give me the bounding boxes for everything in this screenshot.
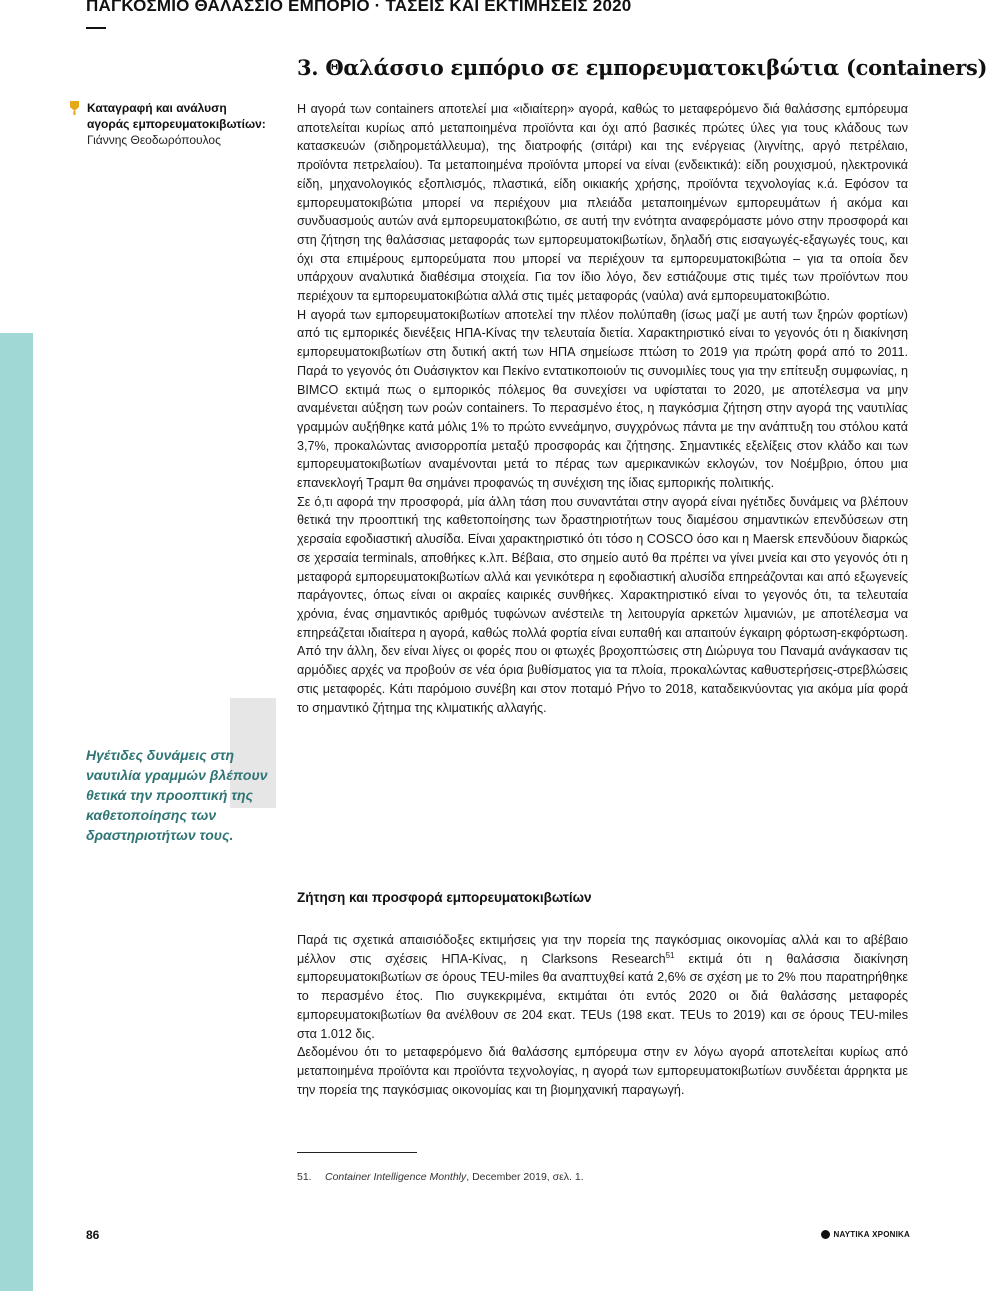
footnote-details: , December 2019, σελ. 1. [466, 1171, 584, 1183]
body-paragraph: Η αγορά των containers αποτελεί μια «ιδιαίτερη» αγορά, καθώς το μεταφερόμενο διά θαλάσσης εμπόρευμα αποτελείται κυρίως από μεταποιημένα προϊόντα και όχι από βασικές πρώτες ύλες για τους κλάδους των κατασκευών (σιδηρομετάλλευμα), της διατροφής (σιτάρι) και της ενέργειας (λιγνίτης, αργό πετρέλαιο, προϊόντα πετρελαίου). Τα μεταποιημένα προϊόντα μπορεί να είναι (ενδεικτικά): είδη ρουχισμού, ηλεκτρονικά είδη, μηχανολογικός εξοπλισμός, πλαστικά, είδη οικιακής χρήσης, προϊόντα τεχνολογίας κ.ά. Εφόσον τα εμπορευματοκιβώτια μπορεί να περιέχουν μια πλειάδα μεταποιημένων εμπορευμάτων ή ακόμα και συνδυασμούς αυτών ανά εμπορευματοκιβώτιο, σε αυτή την ενότητα αναφερόμαστε μόνο στην προσφορά και στη ζήτηση της θαλάσσιας μεταφοράς των εμπορευματοκιβωτίων, δηλαδή στις εισαγωγές-εξαγωγές τους, και όχι στα επιμέρους εμπορεύματα που μπορεί να περιέχουν τα εμπορευματοκιβώτια – για τα οποία δεν υπάρχουν αναλυτικά διαθέσιμα στοιχεία. Για τον ίδιο λόγο, δεν εστιάζουμε στις τιμές των προϊόντων που περιέχουν τα εμπορευματοκιβώτια αλλά στις τιμές μεταφοράς (ναύλα) ανά εμπορευματοκιβώτιο. [297, 102, 908, 304]
subsection-title: Ζήτηση και προσφορά εμπορευματοκιβωτίων [297, 890, 592, 905]
pen-icon [69, 101, 80, 115]
footnote-number: 51. [297, 1171, 312, 1183]
pullquote: Ηγέτιδες δυνάμεις στη ναυτιλία γραμμών βλέπουν θετικά την προοπτική της καθετοποίησης των δραστηριοτήτων τους. [86, 747, 268, 843]
header-dash-divider [86, 27, 106, 29]
body-paragraph: Δεδομένου ότι το μεταφερόμενο διά θαλάσσης εμπόρευμα στην εν λόγω αγορά αποτελείται κυρίως από μεταποιημένα προϊόντα και προϊόντα τεχνολογίας, η αγορά των εμπορευματοκιβωτίων συνδέεται άρρηκτα με την πορεία της παγκόσμιας οικονομίας και τη βιομηχανική παραγωγή. [297, 1045, 908, 1097]
body-paragraph: Η αγορά των εμπορευματοκιβωτίων αποτελεί την πλέον πολύπαθη (ίσως μαζί με αυτή των ξηρών φορτίων) από τις εμπορικές διενέξεις ΗΠΑ-Κίνας την τελευταία διετία. Χαρακτηριστικό είναι το γεγονός ότι η διακίνηση εμπορευματοκιβωτίων στη δυτική ακτή των ΗΠΑ σημείωσε πτώση το 2019 για πρώτη φορά από το 2011. Παρά το γεγονός ότι Ουάσιγκτον και Πεκίνο εντατικοποιούν τις συνομιλίες τους για την επίτευξη συμφωνίας, η BIMCO εκτιμά πως ο εμπορικός πόλεμος θα συνεχίσει να υφίσταται το 2020, με αποτέλεσμα να μην αναμένεται αύξηση των ροών containers. Το περασμένο έτος, η παγκόσμια ζήτηση στην αγορά της ναυτιλίας γραμμών αυξήθηκε κατά μόλις 1% το πρώτο εννεάμηνο, συγχρόνως πάντα με την ανάπτυξη του στόλου κατά 3,7%, προκαλώντας ανισορροπία μεταξύ προσφοράς και ζήτησης. Σημαντικές εξελίξεις στον κλάδο και των εμπορευματοκιβωτίων αναμένονται μετά το πέρας των αμερικανικών εκλογών, τον Νοέμβριο, όπου μια επανεκλογή Τραμπ θα σημάνει προφανώς τη συνέχιση της ίδιας εμπορικής πολιτικής. [297, 307, 908, 491]
author-label-line2: αγοράς εμπορευματοκιβωτίων: [87, 117, 266, 131]
article-body [297, 100, 908, 717]
publisher-logo [821, 1230, 911, 1239]
author-label-line1: Καταγραφή και ανάλυση [87, 101, 227, 115]
side-accent-bar [0, 333, 33, 1291]
footnote-reference: 51 [665, 950, 675, 960]
page-number: 86 [86, 1228, 100, 1242]
footnote-rule [297, 1152, 417, 1153]
footnote [297, 1171, 584, 1183]
footnote-source: Container Intelligence Monthly [325, 1171, 467, 1183]
running-header: ΠΑΓΚΟΣΜΙΟ ΘΑΛΑΣΣΙΟ ΕΜΠΟΡΙΟ · ΤΑΣΕΙΣ ΚΑΙ ΕΚΤΙΜΗΣΕΙΣ 2020 [86, 0, 632, 15]
body-paragraph: Σε ό,τι αφορά την προσφορά, μία άλλη τάση που συναντάται στην αγορά είναι ηγέτιδες δυνάμεις να βλέπουν θετικά την προοπτική της καθετοποίησης των δραστηριοτήτων τους διαμέσου σημαντικών επενδύσεων στη χερσαία εφοδιαστική αλυσίδα. Είναι χαρακτηριστικό ότι τόσο η COSCO όσο και η Maersk επενδύουν διαρκώς σε χερσαία terminals, αποθήκες κ.λπ. Βέβαια, στο σημείο αυτό θα πρέπει να γίνει μνεία και στο γεγονός ότι η μεταφορά εμπορευματοκιβωτίων αλλά και γενικότερα η εφοδιαστική αλυσίδα επηρεάζονται και από εξωγενείς παράγοντες, όπως είναι οι ακραίες καιρικές συνθήκες. Χαρακτηριστικό είναι το γεγονός ότι, τα τελευταία χρόνια, ένας σημαντικός αριθμός τυφώνων ανέστειλε τη λειτουργία αρκετών λιμανιών, με αποτέλεσμα να επηρεάζεται ιδιαίτερα η αγορά, καθώς πολλά φορτία είναι ευπαθή και απαιτούν έγκαιρη φόρτωση-εκφόρτωση. Από την άλλη, δεν είναι λίγες οι φορές που οι φτωχές βροχοπτώσεις στη Διώρυγα του Παναμά ανάγκασαν τις αρμόδιες αρχές να προβούν σε νέα όρια βυθίσματος για τα πλοία, προκαλώντας καθυστερήσεις-στρεβλώσεις στις μεταφορές. Κάτι παρόμοιο συνέβη και στον ποταμό Ρήνο το 2018, καταδεικνύοντας για ακόμα μία φορά το σημαντικό ζήτημα της κλιματικής αλλαγής. [297, 494, 908, 715]
author-credit [69, 100, 289, 148]
paragraph-text: εκτιμά ότι η θαλάσσια διακίνηση εμπορευματοκιβωτίων σε όρους TEU-miles θα αναπτυχθεί κατά 2,6% σε σχέση με το 2% που παρατηρήθηκε το περασμένο έτος. Πιο συγκεκριμένα, εκτιμάται ότι εντός 2020 οι διά θαλάσσης μεταφορές εμπορευματοκιβωτίων θα ανέλθουν σε 204 εκατ. TEUs (198 εκατ. TEUs το 2019) και σε όρους TEU-miles στα 1.012 δις. [297, 951, 908, 1041]
author-name: Γιάννης Θεοδωρόπουλος [87, 133, 221, 147]
body-paragraph [297, 931, 908, 1043]
subsection-body [297, 931, 908, 1099]
section-title: 3. Θαλάσσιο εμπόριο σε εμπορευματοκιβώτια (containers) [297, 55, 987, 80]
logo-mark-icon [821, 1230, 830, 1239]
logo-text: ΝΑΥΤΙΚΑ ΧΡΟΝΙΚΑ [833, 1230, 910, 1239]
paragraph-text: Παρά τις σχετικά απαισιόδοξες εκτιμήσεις για την πορεία της παγκόσμιας οικονομίας αλλά και το αβέβαιο μέλλον στις σχέσεις ΗΠΑ-Κίνας, η Clarksons Research [297, 933, 908, 966]
